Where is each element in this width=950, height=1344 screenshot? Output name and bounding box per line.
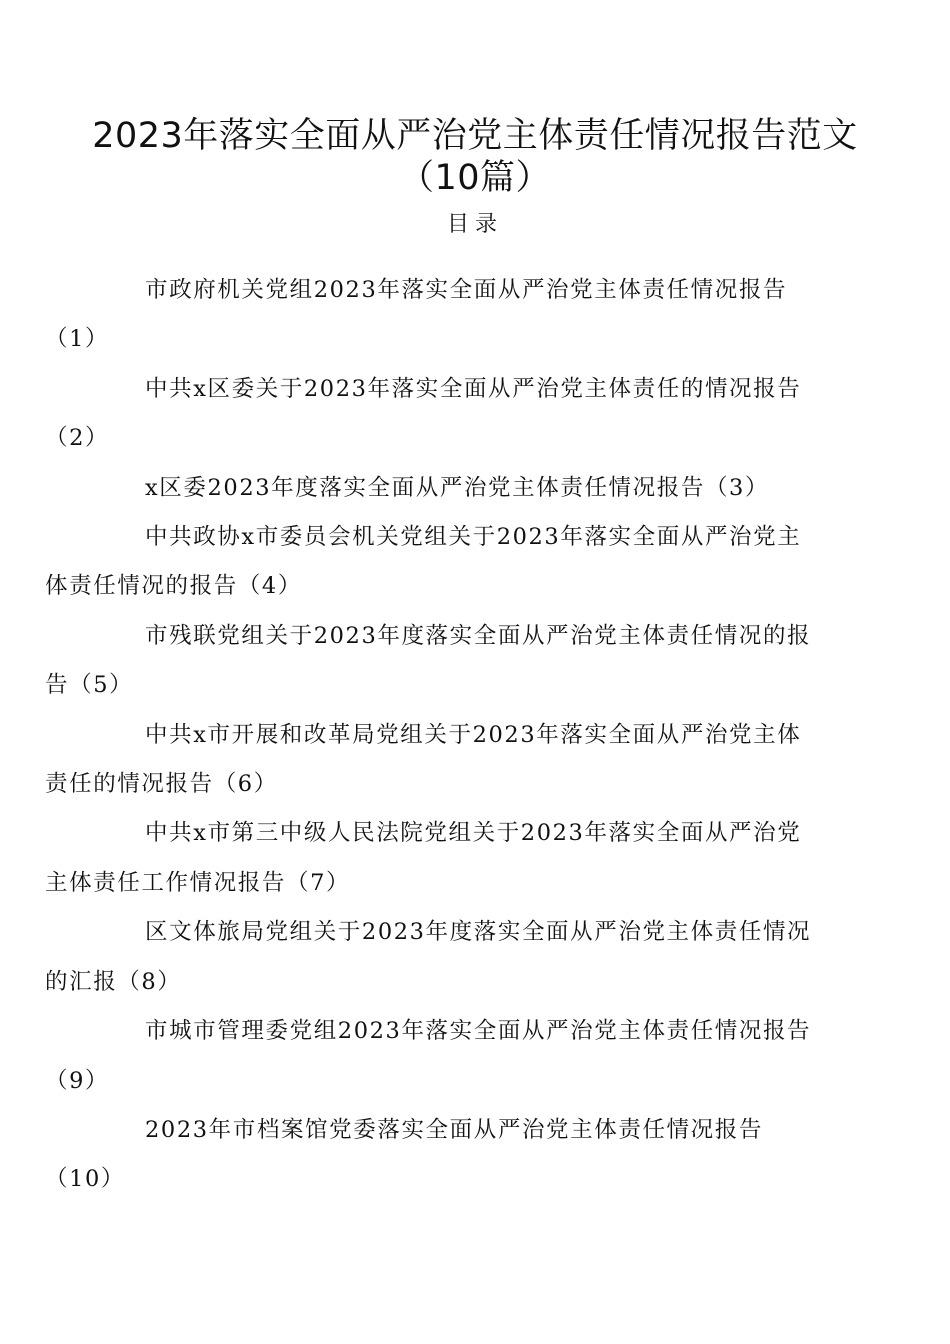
toc-entry-text-cont: 的汇报（8） — [45, 968, 182, 995]
toc-heading: 目录 — [446, 212, 503, 237]
toc-entry[interactable] — [45, 612, 855, 711]
toc-entry[interactable] — [45, 266, 855, 365]
toc-entry-text-cont: 主体责任工作情况报告（7） — [45, 869, 351, 896]
toc-entry-text-cont: （2） — [45, 425, 110, 452]
toc-entry-text: 2023年市档案馆党委落实全面从严治党主体责任情况报告 — [145, 1116, 763, 1143]
toc-entry-text-cont: （10） — [45, 1166, 126, 1193]
toc-entry-text: 区文体旅局党组关于2023年度落实全面从严治党主体责任情况 — [145, 919, 812, 946]
toc-entry-text: 市政府机关党组2023年落实全面从严治党主体责任情况报告 — [145, 277, 788, 303]
toc-entry-text: 中共x市开展和改革局党组关于2023年落实全面从严治党主体 — [145, 721, 802, 748]
toc-entry[interactable] — [45, 365, 855, 464]
toc-entry-text: 中共x区委关于2023年落实全面从严治党主体责任的情况报告 — [145, 375, 802, 402]
toc-entry[interactable] — [45, 1106, 855, 1205]
toc-entry[interactable] — [45, 513, 855, 612]
toc-entry-text-cont: （1） — [45, 326, 110, 353]
toc-entry-text-cont: 体责任情况的报告（4） — [45, 573, 302, 600]
toc-entry[interactable] — [45, 908, 855, 1007]
toc-entry-text: 中共政协x市委员会机关党组关于2023年落实全面从严治党主 — [145, 524, 802, 551]
toc-entry-text: 中共x市第三中级人民法院党组关于2023年落实全面从严治党 — [145, 820, 802, 847]
toc-entry[interactable] — [45, 809, 855, 908]
toc-entry-text: x区委2023年度落实全面从严治党主体责任情况报告（3） — [145, 474, 770, 501]
toc-entry[interactable] — [45, 1007, 855, 1106]
toc-entry[interactable] — [95, 464, 855, 513]
document-title-count: （10篇） — [398, 158, 552, 198]
toc-entry-text-cont: （9） — [45, 1067, 110, 1094]
toc-entry[interactable] — [45, 711, 855, 810]
toc-entry-text-cont: 责任的情况报告（6） — [45, 771, 278, 798]
document-title: 2023年落实全面从严治党主体责任情况报告范文 — [92, 116, 858, 156]
toc-entry-text: 市城市管理委党组2023年落实全面从严治党主体责任情况报告 — [145, 1018, 812, 1045]
toc-list — [45, 266, 855, 1205]
toc-entry-text: 市残联党组关于2023年度落实全面从严治党主体责任情况的报 — [145, 622, 812, 649]
toc-entry-text-cont: 告（5） — [45, 672, 134, 699]
